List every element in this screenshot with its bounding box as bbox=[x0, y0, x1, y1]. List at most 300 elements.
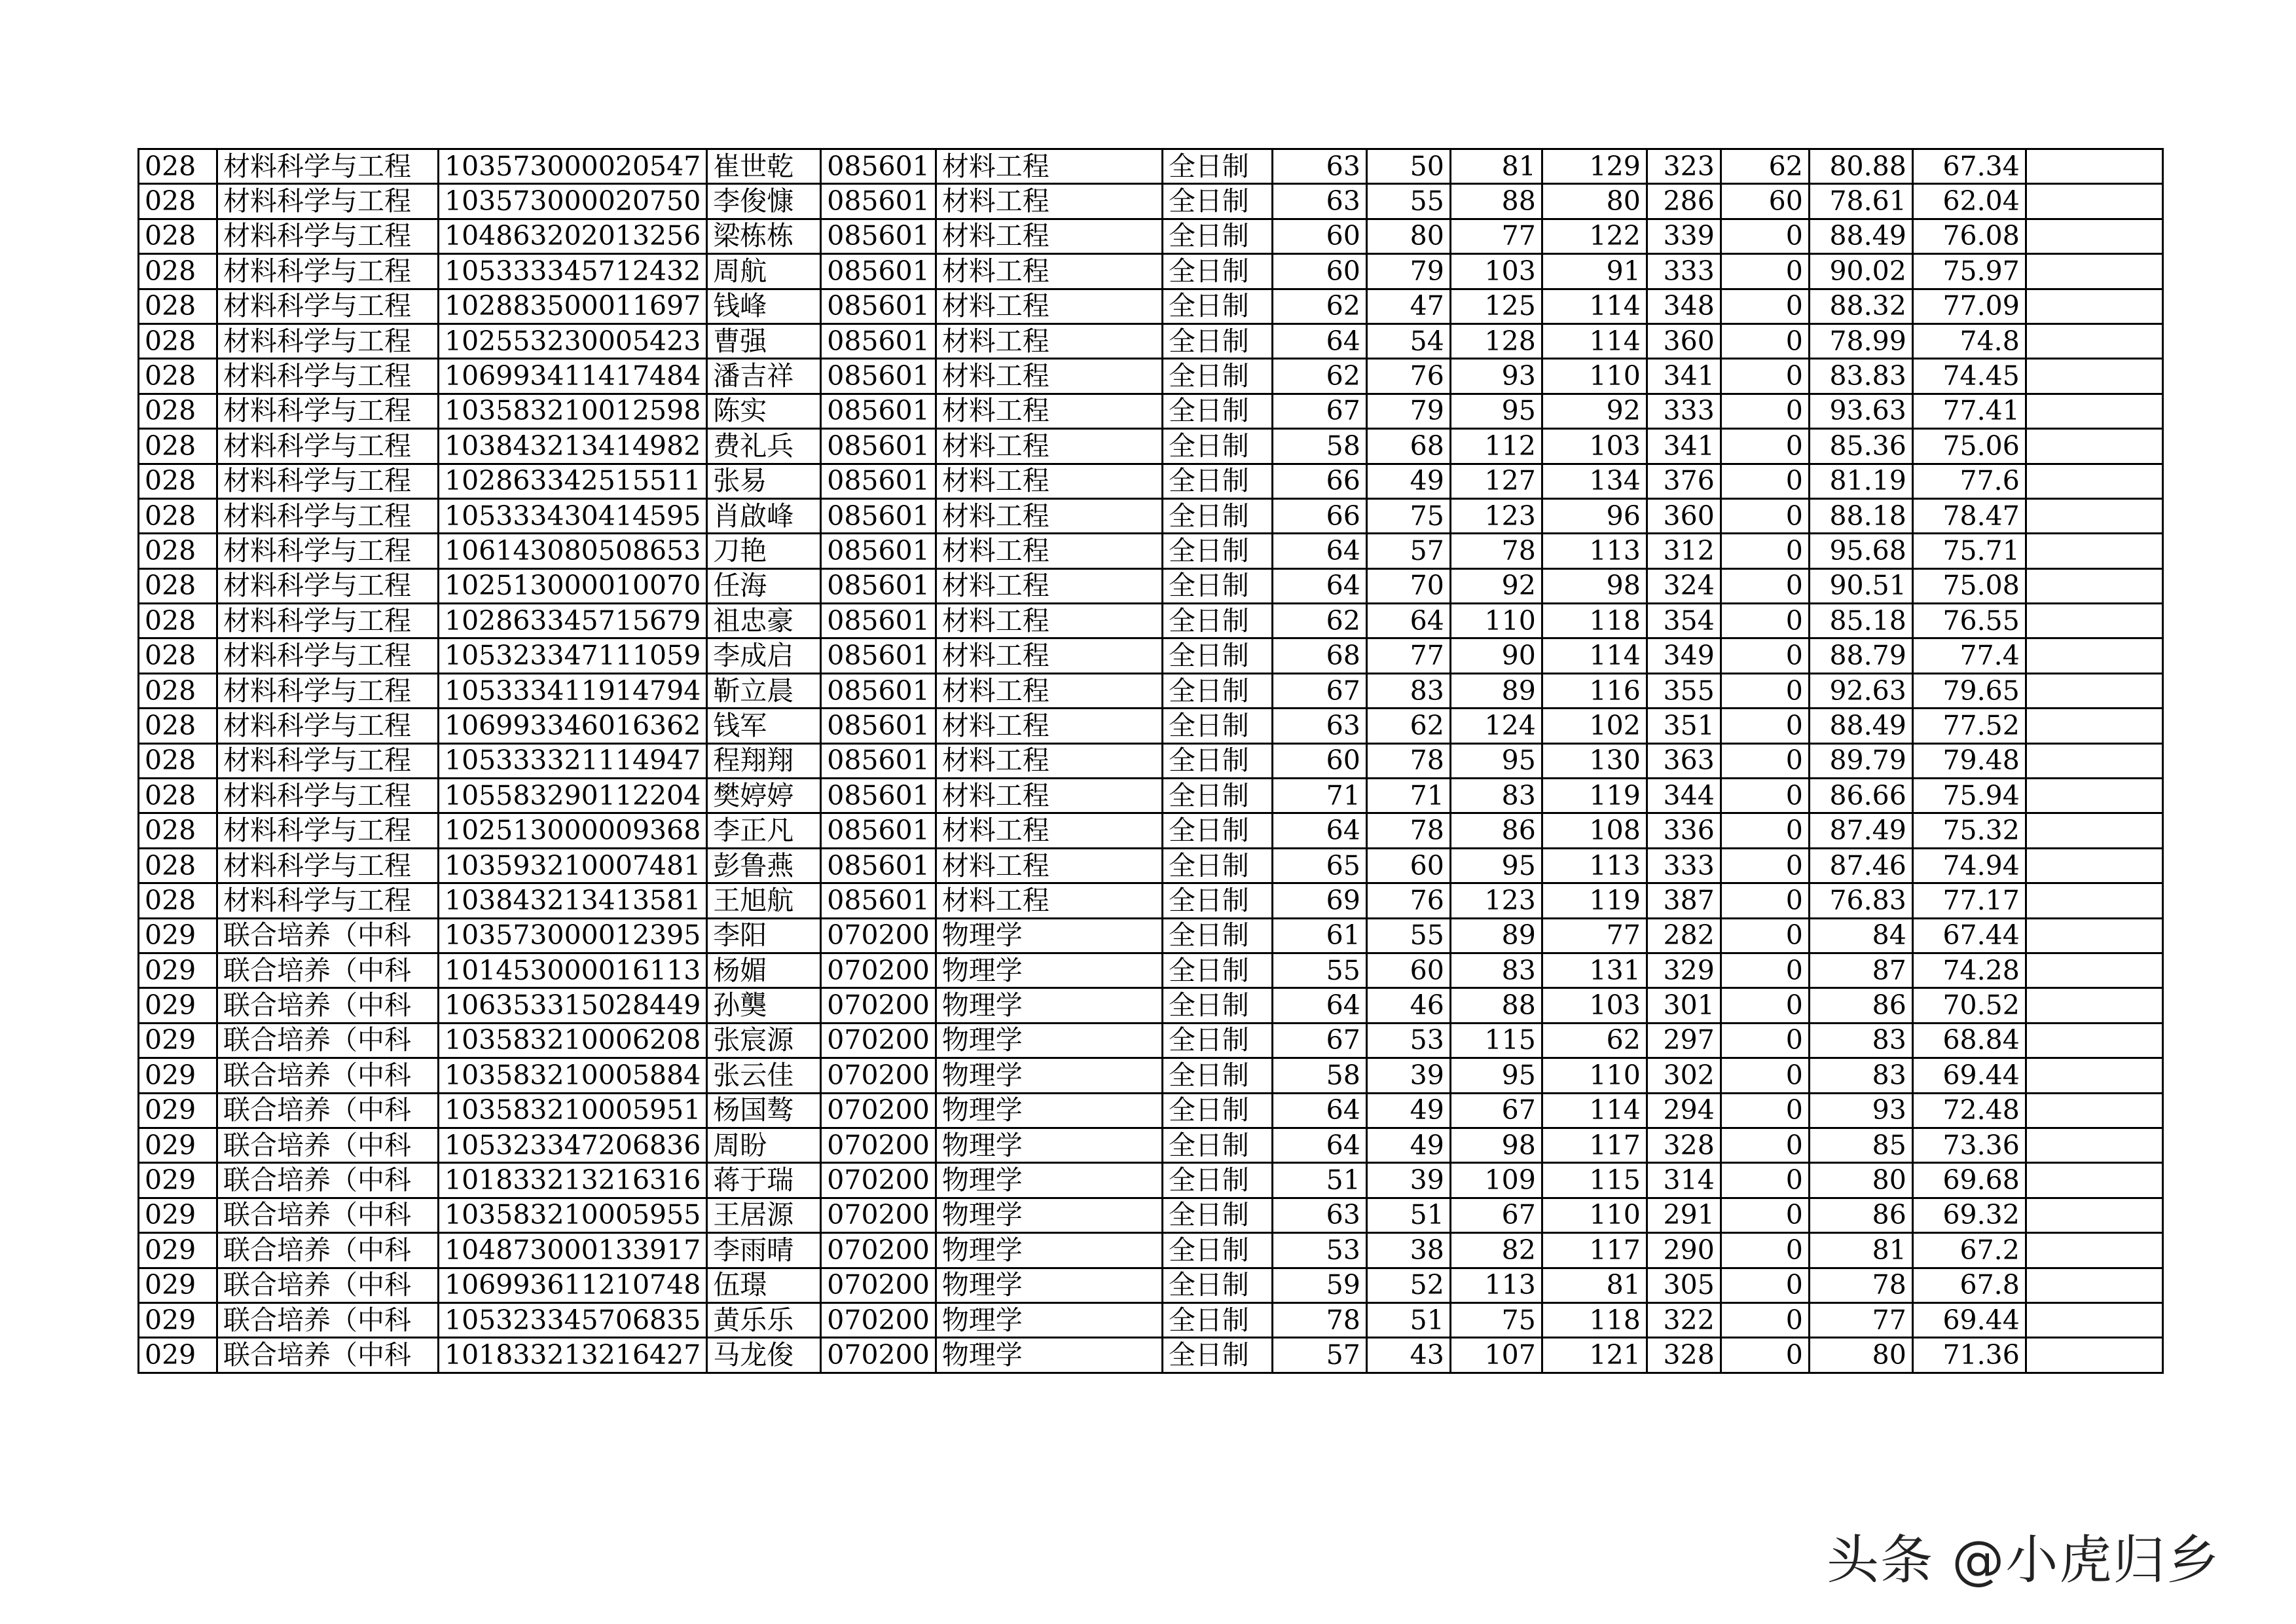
cell-s4: 122 bbox=[1542, 219, 1647, 253]
cell-s4: 119 bbox=[1542, 883, 1647, 918]
cell-major: 材料工程 bbox=[936, 534, 1162, 568]
cell-exam_id: 102863342515511 bbox=[439, 464, 707, 498]
cell-s4: 114 bbox=[1542, 638, 1647, 673]
cell-blank bbox=[2026, 1198, 2162, 1232]
cell-s2: 79 bbox=[1366, 254, 1450, 289]
cell-major_code: 085601 bbox=[821, 149, 936, 184]
cell-major: 材料工程 bbox=[936, 813, 1162, 848]
cell-score_a: 83.83 bbox=[1809, 359, 1912, 394]
cell-dept: 材料科学与工程 bbox=[217, 289, 439, 323]
cell-major: 材料工程 bbox=[936, 673, 1162, 708]
cell-mode: 全日制 bbox=[1162, 498, 1272, 533]
cell-s1: 64 bbox=[1272, 988, 1366, 1023]
cell-mode: 全日制 bbox=[1162, 813, 1272, 848]
cell-blank bbox=[2026, 1302, 2162, 1337]
cell-total: 297 bbox=[1647, 1023, 1721, 1058]
cell-s1: 61 bbox=[1272, 918, 1366, 953]
cell-major: 物理学 bbox=[936, 1268, 1162, 1302]
cell-s2: 52 bbox=[1366, 1268, 1450, 1302]
cell-major_code: 070200 bbox=[821, 1233, 936, 1268]
cell-code: 029 bbox=[139, 953, 217, 987]
table-row bbox=[139, 254, 2163, 289]
cell-major_code: 085601 bbox=[821, 848, 936, 883]
cell-s4: 62 bbox=[1542, 1023, 1647, 1058]
cell-code: 028 bbox=[139, 149, 217, 184]
cell-name: 靳立晨 bbox=[707, 673, 821, 708]
cell-dept: 联合培养（中科 bbox=[217, 1058, 439, 1093]
cell-total: 351 bbox=[1647, 709, 1721, 743]
cell-major_code: 070200 bbox=[821, 1302, 936, 1337]
cell-exam_id: 105333321114947 bbox=[439, 743, 707, 778]
cell-major: 物理学 bbox=[936, 1093, 1162, 1128]
cell-bonus: 0 bbox=[1721, 534, 1809, 568]
cell-bonus: 0 bbox=[1721, 848, 1809, 883]
cell-s3: 110 bbox=[1450, 604, 1542, 638]
cell-s1: 67 bbox=[1272, 673, 1366, 708]
cell-blank bbox=[2026, 429, 2162, 464]
cell-s4: 129 bbox=[1542, 149, 1647, 184]
cell-s2: 43 bbox=[1366, 1338, 1450, 1373]
cell-major: 物理学 bbox=[936, 1128, 1162, 1162]
cell-s1: 53 bbox=[1272, 1233, 1366, 1268]
cell-major: 物理学 bbox=[936, 1163, 1162, 1198]
cell-s2: 76 bbox=[1366, 359, 1450, 394]
cell-s4: 117 bbox=[1542, 1233, 1647, 1268]
cell-dept: 联合培养（中科 bbox=[217, 1302, 439, 1337]
cell-total: 363 bbox=[1647, 743, 1721, 778]
cell-s4: 119 bbox=[1542, 779, 1647, 813]
cell-s1: 55 bbox=[1272, 953, 1366, 987]
table-row bbox=[139, 359, 2163, 394]
cell-total: 294 bbox=[1647, 1093, 1721, 1128]
cell-score_a: 87.46 bbox=[1809, 848, 1912, 883]
cell-total: 341 bbox=[1647, 359, 1721, 394]
cell-dept: 材料科学与工程 bbox=[217, 743, 439, 778]
cell-major: 物理学 bbox=[936, 1338, 1162, 1373]
cell-blank bbox=[2026, 779, 2162, 813]
cell-code: 028 bbox=[139, 394, 217, 428]
cell-major: 材料工程 bbox=[936, 604, 1162, 638]
cell-blank bbox=[2026, 1233, 2162, 1268]
cell-score_b: 67.44 bbox=[1912, 918, 2026, 953]
cell-code: 028 bbox=[139, 779, 217, 813]
cell-blank bbox=[2026, 1163, 2162, 1198]
cell-s3: 112 bbox=[1450, 429, 1542, 464]
cell-major: 物理学 bbox=[936, 1023, 1162, 1058]
cell-dept: 材料科学与工程 bbox=[217, 359, 439, 394]
cell-score_b: 77.52 bbox=[1912, 709, 2026, 743]
cell-score_b: 67.34 bbox=[1912, 149, 2026, 184]
cell-major: 材料工程 bbox=[936, 638, 1162, 673]
cell-bonus: 0 bbox=[1721, 464, 1809, 498]
cell-code: 028 bbox=[139, 848, 217, 883]
cell-bonus: 0 bbox=[1721, 1338, 1809, 1373]
cell-s3: 123 bbox=[1450, 498, 1542, 533]
cell-code: 029 bbox=[139, 1268, 217, 1302]
cell-major_code: 070200 bbox=[821, 988, 936, 1023]
cell-total: 354 bbox=[1647, 604, 1721, 638]
cell-s3: 89 bbox=[1450, 918, 1542, 953]
cell-s2: 60 bbox=[1366, 848, 1450, 883]
cell-s2: 49 bbox=[1366, 1093, 1450, 1128]
cell-code: 028 bbox=[139, 184, 217, 219]
cell-mode: 全日制 bbox=[1162, 743, 1272, 778]
cell-dept: 材料科学与工程 bbox=[217, 709, 439, 743]
cell-exam_id: 103583210005951 bbox=[439, 1093, 707, 1128]
cell-s1: 64 bbox=[1272, 1093, 1366, 1128]
cell-s2: 78 bbox=[1366, 813, 1450, 848]
cell-bonus: 0 bbox=[1721, 1058, 1809, 1093]
cell-mode: 全日制 bbox=[1162, 1268, 1272, 1302]
cell-name: 李阳 bbox=[707, 918, 821, 953]
cell-score_a: 87.49 bbox=[1809, 813, 1912, 848]
cell-score_a: 85.18 bbox=[1809, 604, 1912, 638]
cell-s4: 121 bbox=[1542, 1338, 1647, 1373]
cell-exam_id: 106143080508653 bbox=[439, 534, 707, 568]
cell-exam_id: 105323347111059 bbox=[439, 638, 707, 673]
cell-major: 材料工程 bbox=[936, 848, 1162, 883]
cell-bonus: 0 bbox=[1721, 219, 1809, 253]
table-row bbox=[139, 673, 2163, 708]
cell-exam_id: 106993346016362 bbox=[439, 709, 707, 743]
cell-bonus: 62 bbox=[1721, 149, 1809, 184]
cell-code: 029 bbox=[139, 1023, 217, 1058]
cell-mode: 全日制 bbox=[1162, 1198, 1272, 1232]
cell-mode: 全日制 bbox=[1162, 709, 1272, 743]
cell-s2: 49 bbox=[1366, 464, 1450, 498]
cell-s3: 95 bbox=[1450, 1058, 1542, 1093]
cell-s3: 90 bbox=[1450, 638, 1542, 673]
cell-mode: 全日制 bbox=[1162, 1023, 1272, 1058]
cell-s1: 64 bbox=[1272, 323, 1366, 358]
table-row bbox=[139, 1163, 2163, 1198]
cell-score_b: 67.2 bbox=[1912, 1233, 2026, 1268]
cell-total: 290 bbox=[1647, 1233, 1721, 1268]
cell-major_code: 070200 bbox=[821, 1128, 936, 1162]
cell-score_b: 76.08 bbox=[1912, 219, 2026, 253]
cell-score_b: 75.97 bbox=[1912, 254, 2026, 289]
cell-exam_id: 105333430414595 bbox=[439, 498, 707, 533]
cell-name: 费礼兵 bbox=[707, 429, 821, 464]
cell-bonus: 0 bbox=[1721, 1163, 1809, 1198]
cell-exam_id: 103593210007481 bbox=[439, 848, 707, 883]
cell-major: 材料工程 bbox=[936, 184, 1162, 219]
cell-score_a: 85.36 bbox=[1809, 429, 1912, 464]
cell-major: 物理学 bbox=[936, 1233, 1162, 1268]
cell-s4: 114 bbox=[1542, 289, 1647, 323]
cell-mode: 全日制 bbox=[1162, 848, 1272, 883]
cell-score_b: 78.47 bbox=[1912, 498, 2026, 533]
cell-s1: 69 bbox=[1272, 883, 1366, 918]
cell-s3: 83 bbox=[1450, 953, 1542, 987]
cell-s4: 102 bbox=[1542, 709, 1647, 743]
cell-bonus: 0 bbox=[1721, 359, 1809, 394]
cell-code: 029 bbox=[139, 1093, 217, 1128]
cell-s4: 81 bbox=[1542, 1268, 1647, 1302]
cell-blank bbox=[2026, 323, 2162, 358]
cell-major: 材料工程 bbox=[936, 359, 1162, 394]
cell-s3: 92 bbox=[1450, 568, 1542, 603]
cell-score_a: 88.49 bbox=[1809, 219, 1912, 253]
cell-s3: 98 bbox=[1450, 1128, 1542, 1162]
cell-bonus: 0 bbox=[1721, 289, 1809, 323]
cell-total: 301 bbox=[1647, 988, 1721, 1023]
table-row bbox=[139, 464, 2163, 498]
table-row bbox=[139, 429, 2163, 464]
table-row bbox=[139, 918, 2163, 953]
cell-bonus: 0 bbox=[1721, 1198, 1809, 1232]
cell-s1: 67 bbox=[1272, 394, 1366, 428]
cell-s3: 95 bbox=[1450, 743, 1542, 778]
cell-dept: 联合培养（中科 bbox=[217, 1128, 439, 1162]
cell-exam_id: 101833213216427 bbox=[439, 1338, 707, 1373]
cell-s2: 57 bbox=[1366, 534, 1450, 568]
cell-bonus: 0 bbox=[1721, 709, 1809, 743]
cell-dept: 联合培养（中科 bbox=[217, 1233, 439, 1268]
table-row bbox=[139, 394, 2163, 428]
cell-s4: 98 bbox=[1542, 568, 1647, 603]
cell-mode: 全日制 bbox=[1162, 464, 1272, 498]
cell-name: 钱军 bbox=[707, 709, 821, 743]
table-row bbox=[139, 848, 2163, 883]
cell-code: 028 bbox=[139, 638, 217, 673]
cell-mode: 全日制 bbox=[1162, 638, 1272, 673]
cell-major_code: 070200 bbox=[821, 1093, 936, 1128]
cell-bonus: 0 bbox=[1721, 1128, 1809, 1162]
cell-s3: 78 bbox=[1450, 534, 1542, 568]
cell-mode: 全日制 bbox=[1162, 1338, 1272, 1373]
cell-s2: 51 bbox=[1366, 1198, 1450, 1232]
cell-bonus: 0 bbox=[1721, 743, 1809, 778]
cell-score_b: 77.41 bbox=[1912, 394, 2026, 428]
cell-mode: 全日制 bbox=[1162, 394, 1272, 428]
cell-score_b: 74.28 bbox=[1912, 953, 2026, 987]
table-row bbox=[139, 604, 2163, 638]
cell-mode: 全日制 bbox=[1162, 219, 1272, 253]
cell-total: 360 bbox=[1647, 498, 1721, 533]
cell-major_code: 085601 bbox=[821, 219, 936, 253]
cell-s2: 39 bbox=[1366, 1163, 1450, 1198]
cell-mode: 全日制 bbox=[1162, 604, 1272, 638]
cell-bonus: 0 bbox=[1721, 568, 1809, 603]
cell-bonus: 0 bbox=[1721, 1233, 1809, 1268]
cell-major_code: 085601 bbox=[821, 743, 936, 778]
cell-blank bbox=[2026, 1338, 2162, 1373]
cell-mode: 全日制 bbox=[1162, 883, 1272, 918]
cell-blank bbox=[2026, 1093, 2162, 1128]
cell-s2: 64 bbox=[1366, 604, 1450, 638]
cell-dept: 材料科学与工程 bbox=[217, 638, 439, 673]
cell-bonus: 0 bbox=[1721, 1302, 1809, 1337]
cell-blank bbox=[2026, 464, 2162, 498]
cell-major_code: 085601 bbox=[821, 323, 936, 358]
cell-major_code: 085601 bbox=[821, 464, 936, 498]
cell-exam_id: 106993411417484 bbox=[439, 359, 707, 394]
cell-major_code: 085601 bbox=[821, 394, 936, 428]
cell-score_a: 89.79 bbox=[1809, 743, 1912, 778]
cell-bonus: 60 bbox=[1721, 184, 1809, 219]
cell-mode: 全日制 bbox=[1162, 289, 1272, 323]
cell-s2: 55 bbox=[1366, 918, 1450, 953]
cell-dept: 材料科学与工程 bbox=[217, 848, 439, 883]
table-row bbox=[139, 1338, 2163, 1373]
cell-s2: 47 bbox=[1366, 289, 1450, 323]
cell-code: 028 bbox=[139, 709, 217, 743]
cell-score_a: 95.68 bbox=[1809, 534, 1912, 568]
cell-exam_id: 102553230005423 bbox=[439, 323, 707, 358]
cell-s1: 64 bbox=[1272, 813, 1366, 848]
cell-total: 339 bbox=[1647, 219, 1721, 253]
cell-code: 029 bbox=[139, 918, 217, 953]
table-row bbox=[139, 1128, 2163, 1162]
cell-major: 材料工程 bbox=[936, 289, 1162, 323]
cell-code: 029 bbox=[139, 1233, 217, 1268]
cell-score_a: 80 bbox=[1809, 1163, 1912, 1198]
cell-major: 材料工程 bbox=[936, 464, 1162, 498]
cell-name: 程翔翔 bbox=[707, 743, 821, 778]
cell-score_b: 69.68 bbox=[1912, 1163, 2026, 1198]
cell-s3: 67 bbox=[1450, 1093, 1542, 1128]
cell-mode: 全日制 bbox=[1162, 779, 1272, 813]
cell-total: 348 bbox=[1647, 289, 1721, 323]
cell-mode: 全日制 bbox=[1162, 149, 1272, 184]
cell-total: 333 bbox=[1647, 848, 1721, 883]
cell-exam_id: 105333411914794 bbox=[439, 673, 707, 708]
cell-s3: 75 bbox=[1450, 1302, 1542, 1337]
table-row bbox=[139, 323, 2163, 358]
table-row bbox=[139, 219, 2163, 253]
score-table bbox=[137, 148, 2164, 1374]
cell-blank bbox=[2026, 638, 2162, 673]
cell-s4: 114 bbox=[1542, 323, 1647, 358]
cell-score_b: 75.71 bbox=[1912, 534, 2026, 568]
cell-s2: 77 bbox=[1366, 638, 1450, 673]
cell-name: 李正凡 bbox=[707, 813, 821, 848]
cell-bonus: 0 bbox=[1721, 604, 1809, 638]
table-row bbox=[139, 149, 2163, 184]
cell-dept: 材料科学与工程 bbox=[217, 219, 439, 253]
cell-code: 028 bbox=[139, 813, 217, 848]
cell-score_a: 85 bbox=[1809, 1128, 1912, 1162]
cell-code: 028 bbox=[139, 429, 217, 464]
cell-bonus: 0 bbox=[1721, 883, 1809, 918]
cell-s1: 62 bbox=[1272, 604, 1366, 638]
cell-exam_id: 103573000020750 bbox=[439, 184, 707, 219]
cell-dept: 材料科学与工程 bbox=[217, 673, 439, 708]
cell-blank bbox=[2026, 219, 2162, 253]
cell-major_code: 070200 bbox=[821, 1268, 936, 1302]
table-row bbox=[139, 1233, 2163, 1268]
cell-exam_id: 101453000016113 bbox=[439, 953, 707, 987]
cell-score_b: 75.08 bbox=[1912, 568, 2026, 603]
cell-major: 材料工程 bbox=[936, 323, 1162, 358]
cell-s2: 80 bbox=[1366, 219, 1450, 253]
cell-score_a: 93.63 bbox=[1809, 394, 1912, 428]
table-row bbox=[139, 1268, 2163, 1302]
cell-bonus: 0 bbox=[1721, 429, 1809, 464]
cell-score_b: 71.36 bbox=[1912, 1338, 2026, 1373]
cell-blank bbox=[2026, 184, 2162, 219]
cell-s1: 60 bbox=[1272, 743, 1366, 778]
cell-s2: 54 bbox=[1366, 323, 1450, 358]
cell-s3: 107 bbox=[1450, 1338, 1542, 1373]
cell-s4: 77 bbox=[1542, 918, 1647, 953]
cell-name: 钱峰 bbox=[707, 289, 821, 323]
cell-s1: 64 bbox=[1272, 568, 1366, 603]
cell-total: 312 bbox=[1647, 534, 1721, 568]
cell-major_code: 085601 bbox=[821, 534, 936, 568]
cell-score_a: 87 bbox=[1809, 953, 1912, 987]
cell-s1: 63 bbox=[1272, 709, 1366, 743]
cell-name: 彭鲁燕 bbox=[707, 848, 821, 883]
cell-bonus: 0 bbox=[1721, 673, 1809, 708]
cell-bonus: 0 bbox=[1721, 254, 1809, 289]
cell-name: 杨媚 bbox=[707, 953, 821, 987]
cell-score_b: 75.32 bbox=[1912, 813, 2026, 848]
cell-s1: 64 bbox=[1272, 1128, 1366, 1162]
cell-score_a: 88.49 bbox=[1809, 709, 1912, 743]
cell-score_a: 78 bbox=[1809, 1268, 1912, 1302]
cell-s3: 127 bbox=[1450, 464, 1542, 498]
cell-blank bbox=[2026, 394, 2162, 428]
cell-s3: 109 bbox=[1450, 1163, 1542, 1198]
cell-name: 肖啟峰 bbox=[707, 498, 821, 533]
cell-code: 028 bbox=[139, 289, 217, 323]
cell-s1: 63 bbox=[1272, 1198, 1366, 1232]
cell-exam_id: 101833213216316 bbox=[439, 1163, 707, 1198]
cell-dept: 联合培养（中科 bbox=[217, 918, 439, 953]
cell-bonus: 0 bbox=[1721, 988, 1809, 1023]
cell-s4: 116 bbox=[1542, 673, 1647, 708]
cell-total: 344 bbox=[1647, 779, 1721, 813]
cell-total: 324 bbox=[1647, 568, 1721, 603]
cell-name: 张易 bbox=[707, 464, 821, 498]
cell-name: 李俊慷 bbox=[707, 184, 821, 219]
table-row bbox=[139, 184, 2163, 219]
cell-exam_id: 105333345712432 bbox=[439, 254, 707, 289]
cell-s3: 81 bbox=[1450, 149, 1542, 184]
cell-s3: 67 bbox=[1450, 1198, 1542, 1232]
cell-mode: 全日制 bbox=[1162, 184, 1272, 219]
cell-score_b: 73.36 bbox=[1912, 1128, 2026, 1162]
cell-s3: 124 bbox=[1450, 709, 1542, 743]
table-body bbox=[139, 149, 2163, 1373]
cell-name: 杨国骜 bbox=[707, 1093, 821, 1128]
cell-s1: 63 bbox=[1272, 149, 1366, 184]
cell-mode: 全日制 bbox=[1162, 534, 1272, 568]
cell-total: 360 bbox=[1647, 323, 1721, 358]
cell-s1: 63 bbox=[1272, 184, 1366, 219]
table-row bbox=[139, 638, 2163, 673]
cell-blank bbox=[2026, 534, 2162, 568]
cell-score_a: 93 bbox=[1809, 1093, 1912, 1128]
cell-s3: 83 bbox=[1450, 779, 1542, 813]
cell-major: 物理学 bbox=[936, 1302, 1162, 1337]
cell-major_code: 085601 bbox=[821, 359, 936, 394]
cell-mode: 全日制 bbox=[1162, 1093, 1272, 1128]
cell-mode: 全日制 bbox=[1162, 918, 1272, 953]
cell-s4: 110 bbox=[1542, 1058, 1647, 1093]
cell-dept: 材料科学与工程 bbox=[217, 323, 439, 358]
cell-name: 蒋于瑞 bbox=[707, 1163, 821, 1198]
cell-blank bbox=[2026, 1268, 2162, 1302]
cell-blank bbox=[2026, 1128, 2162, 1162]
cell-dept: 材料科学与工程 bbox=[217, 429, 439, 464]
cell-major_code: 070200 bbox=[821, 1338, 936, 1373]
cell-score_b: 68.84 bbox=[1912, 1023, 2026, 1058]
cell-blank bbox=[2026, 709, 2162, 743]
cell-s3: 93 bbox=[1450, 359, 1542, 394]
